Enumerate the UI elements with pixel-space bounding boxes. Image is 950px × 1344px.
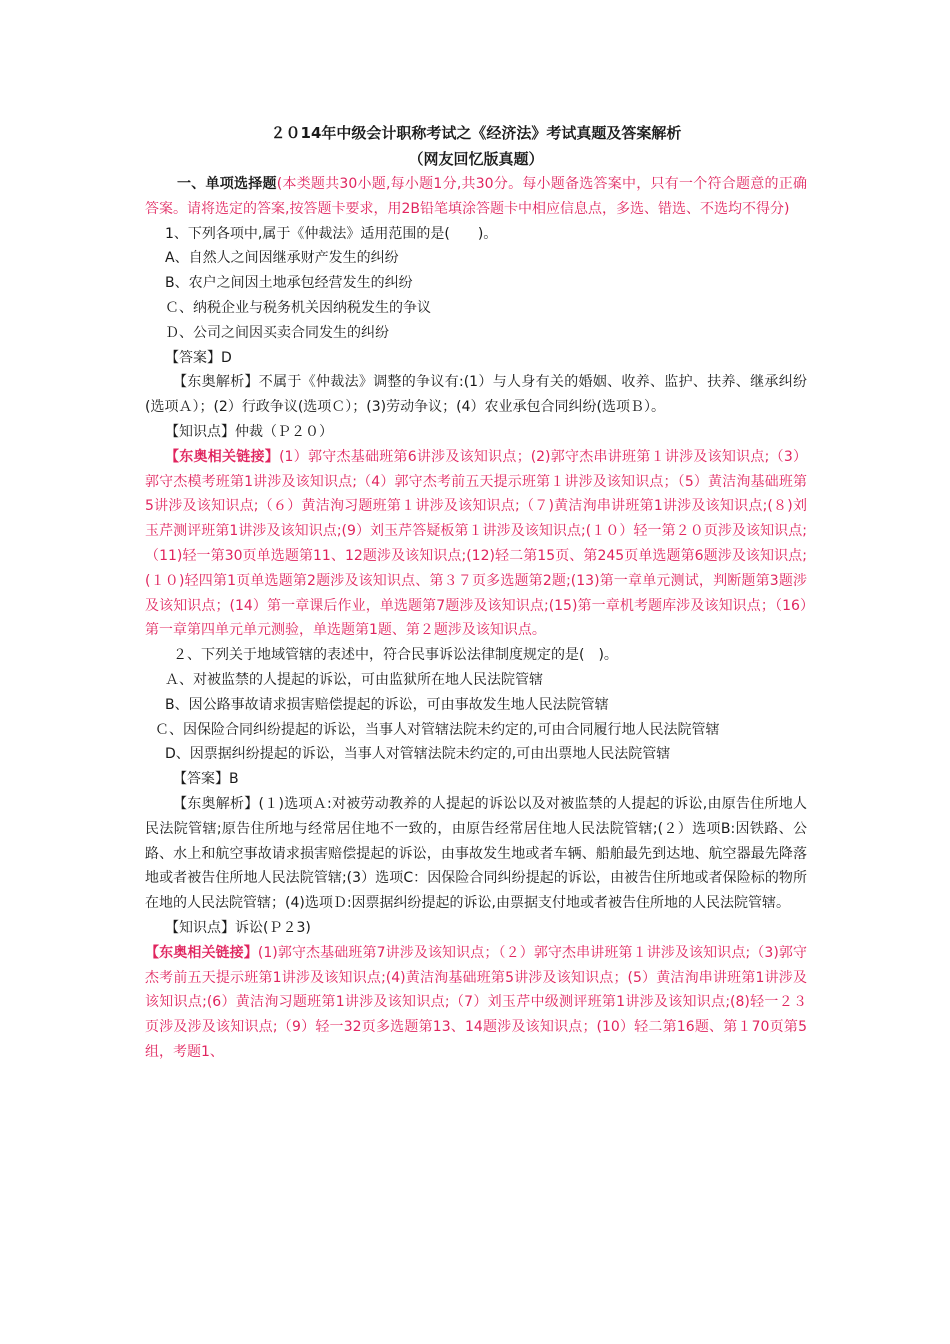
q2-links (145, 941, 807, 1065)
q1-answer: 【答案】D (165, 349, 232, 366)
q2-knowledge: 【知识点】诉讼(Ｐ２3) (165, 919, 311, 936)
section-note: (本类题共30小题,每小题1分,共30分。每小题备选答案中，只有一个符合题意的正确答案。请将选定的答案,按答题卡要求，用2B铅笔填涂答题卡中相应信息点，多选、错选、不选均不得分) (145, 176, 807, 217)
q1-option-a: A、自然人之间因继承财产发生的纠纷 (165, 250, 399, 267)
q2-option-c: Ｃ、因保险合同纠纷提起的诉讼，当事人对管辖法院未约定的,可由合同履行地人民法院管辖 (155, 721, 720, 738)
q1-links-text: (1）郭守杰基础班第6讲涉及该知识点；(2)郭守杰串讲班第１讲涉及该知识点;（3）郭守杰模考班第1讲涉及该知识点;（4）郭守杰考前五天提示班第１讲涉及该知识点；（5）黄洁洵基础班第5讲涉及该知识点;（６）黄洁洵习题班第１讲涉及该知识点;（７)黄洁洵串讲班第1讲涉及该知识点;(８)刘玉芹测评班第1讲涉及该知识点;(9）刘玉芹答疑板第１讲涉及该知识点;(１０）轻一第２０页涉及该知识点;（11)轻一第30页单选题第11、12题涉及该知识点;(12)轻二第15页、第245页单选题第6题涉及该知识点;(１０)轻四第1页单选题第2题涉及该知识点、第３７页多选题第2题;(13)第一章单元测试，判断题第3题涉及该知识点；(14）第一章课后作业，单选题第7题涉及该知识点;(15)第一章机考题库涉及该知识点；（16）第一章第四单元单元测验，单选题第1题、第２题涉及该知识点。 (145, 448, 808, 639)
q1-option-b: B、农户之间因土地承包经营发生的纠纷 (165, 275, 413, 292)
q2-analysis: 【东奥解析】(１)选项Ａ:对被劳动教养的人提起的诉讼以及对被监禁的人提起的诉讼,由原告住所地人民法院管辖;原告住所地与经常居住地不一致的，由原告经常居住地人民法院管辖;(２）选项B:因铁路、公路、水上和航空事故请求损害赔偿提起的诉讼，由事故发生地或者车辆、船舶最先到达地、航空器最先降落地或者被告住所地人民法院管辖;(3）选项C：因保险合同纠纷提起的诉讼，由被告住所地或者保险标的物所在地的人民法院管辖；(4)选项Ｄ:因票据纠纷提起的诉讼,由票据支付地或者被告住所地的人民法院管辖。 (145, 795, 807, 912)
q1-option-d: Ｄ、公司之间因买卖合同发生的纠纷 (165, 324, 389, 341)
document-subtitle: （网友回忆版真题） (408, 150, 544, 168)
q1-knowledge: 【知识点】仲裁（Ｐ２０） (165, 423, 333, 440)
document-title: ２０14年中级会计职称考试之《经济法》考试真题及答案解析 (270, 124, 682, 142)
section-heading: 一、单项选择题 (177, 176, 277, 192)
q1-links (145, 445, 807, 643)
q1-links-label: 【东奥相关链接】 (165, 448, 280, 465)
q2-answer: 【答案】B (173, 771, 239, 788)
q2-option-a: Ａ、对被监禁的人提起的诉讼，可由监狱所在地人民法院管辖 (165, 671, 543, 688)
q2-option-d: D、因票据纠纷提起的诉讼，当事人对管辖法院未约定的,可由出票地人民法院管辖 (165, 746, 671, 763)
q2-links-label: 【东奥相关链接】 (145, 944, 258, 961)
q1-stem: 1、下列各项中,属于《仲裁法》适用范围的是( )。 (165, 225, 498, 242)
q2-stem: ２、下列关于地域管辖的表述中，符合民事诉讼法律制度规定的是( )。 (173, 647, 618, 664)
q2-links-text: (1)郭守杰基础班第7讲涉及该知识点；（２）郭守杰串讲班第１讲涉及该知识点;（3)郭守杰考前五天提示班第1讲涉及该知识点;(4)黄洁洵基础班第5讲涉及该知识点；(5）黄洁洵串讲班第1讲涉及该知识点;(6）黄洁洵习题班第1讲涉及该知识点;（7）刘玉芹中级测评班第1讲涉及该知识点;(8)轻一２３页涉及涉及该知识点;（9）轻一32页多选题第13、14题涉及该知识点；(10）轻二第16题、第１70页第5组，考题1、 (145, 944, 808, 1060)
q1-option-c: Ｃ、纳税企业与税务机关因纳税发生的争议 (165, 299, 431, 316)
document-page (145, 120, 807, 1065)
q1-analysis: 【东奥解析】不属于《仲裁法》调整的争议有:(1）与人身有关的婚姻、收养、监护、扶养、继承纠纷(选项Ａ）；(2）行政争议(选项Ｃ）；(3)劳动争议；(4）农业承包合同纠纷(选项Ｂ）。 (145, 374, 807, 416)
q2-option-b: B、因公路事故请求损害赔偿提起的诉讼，可由事故发生地人民法院管辖 (165, 696, 609, 713)
section-intro (145, 172, 807, 222)
